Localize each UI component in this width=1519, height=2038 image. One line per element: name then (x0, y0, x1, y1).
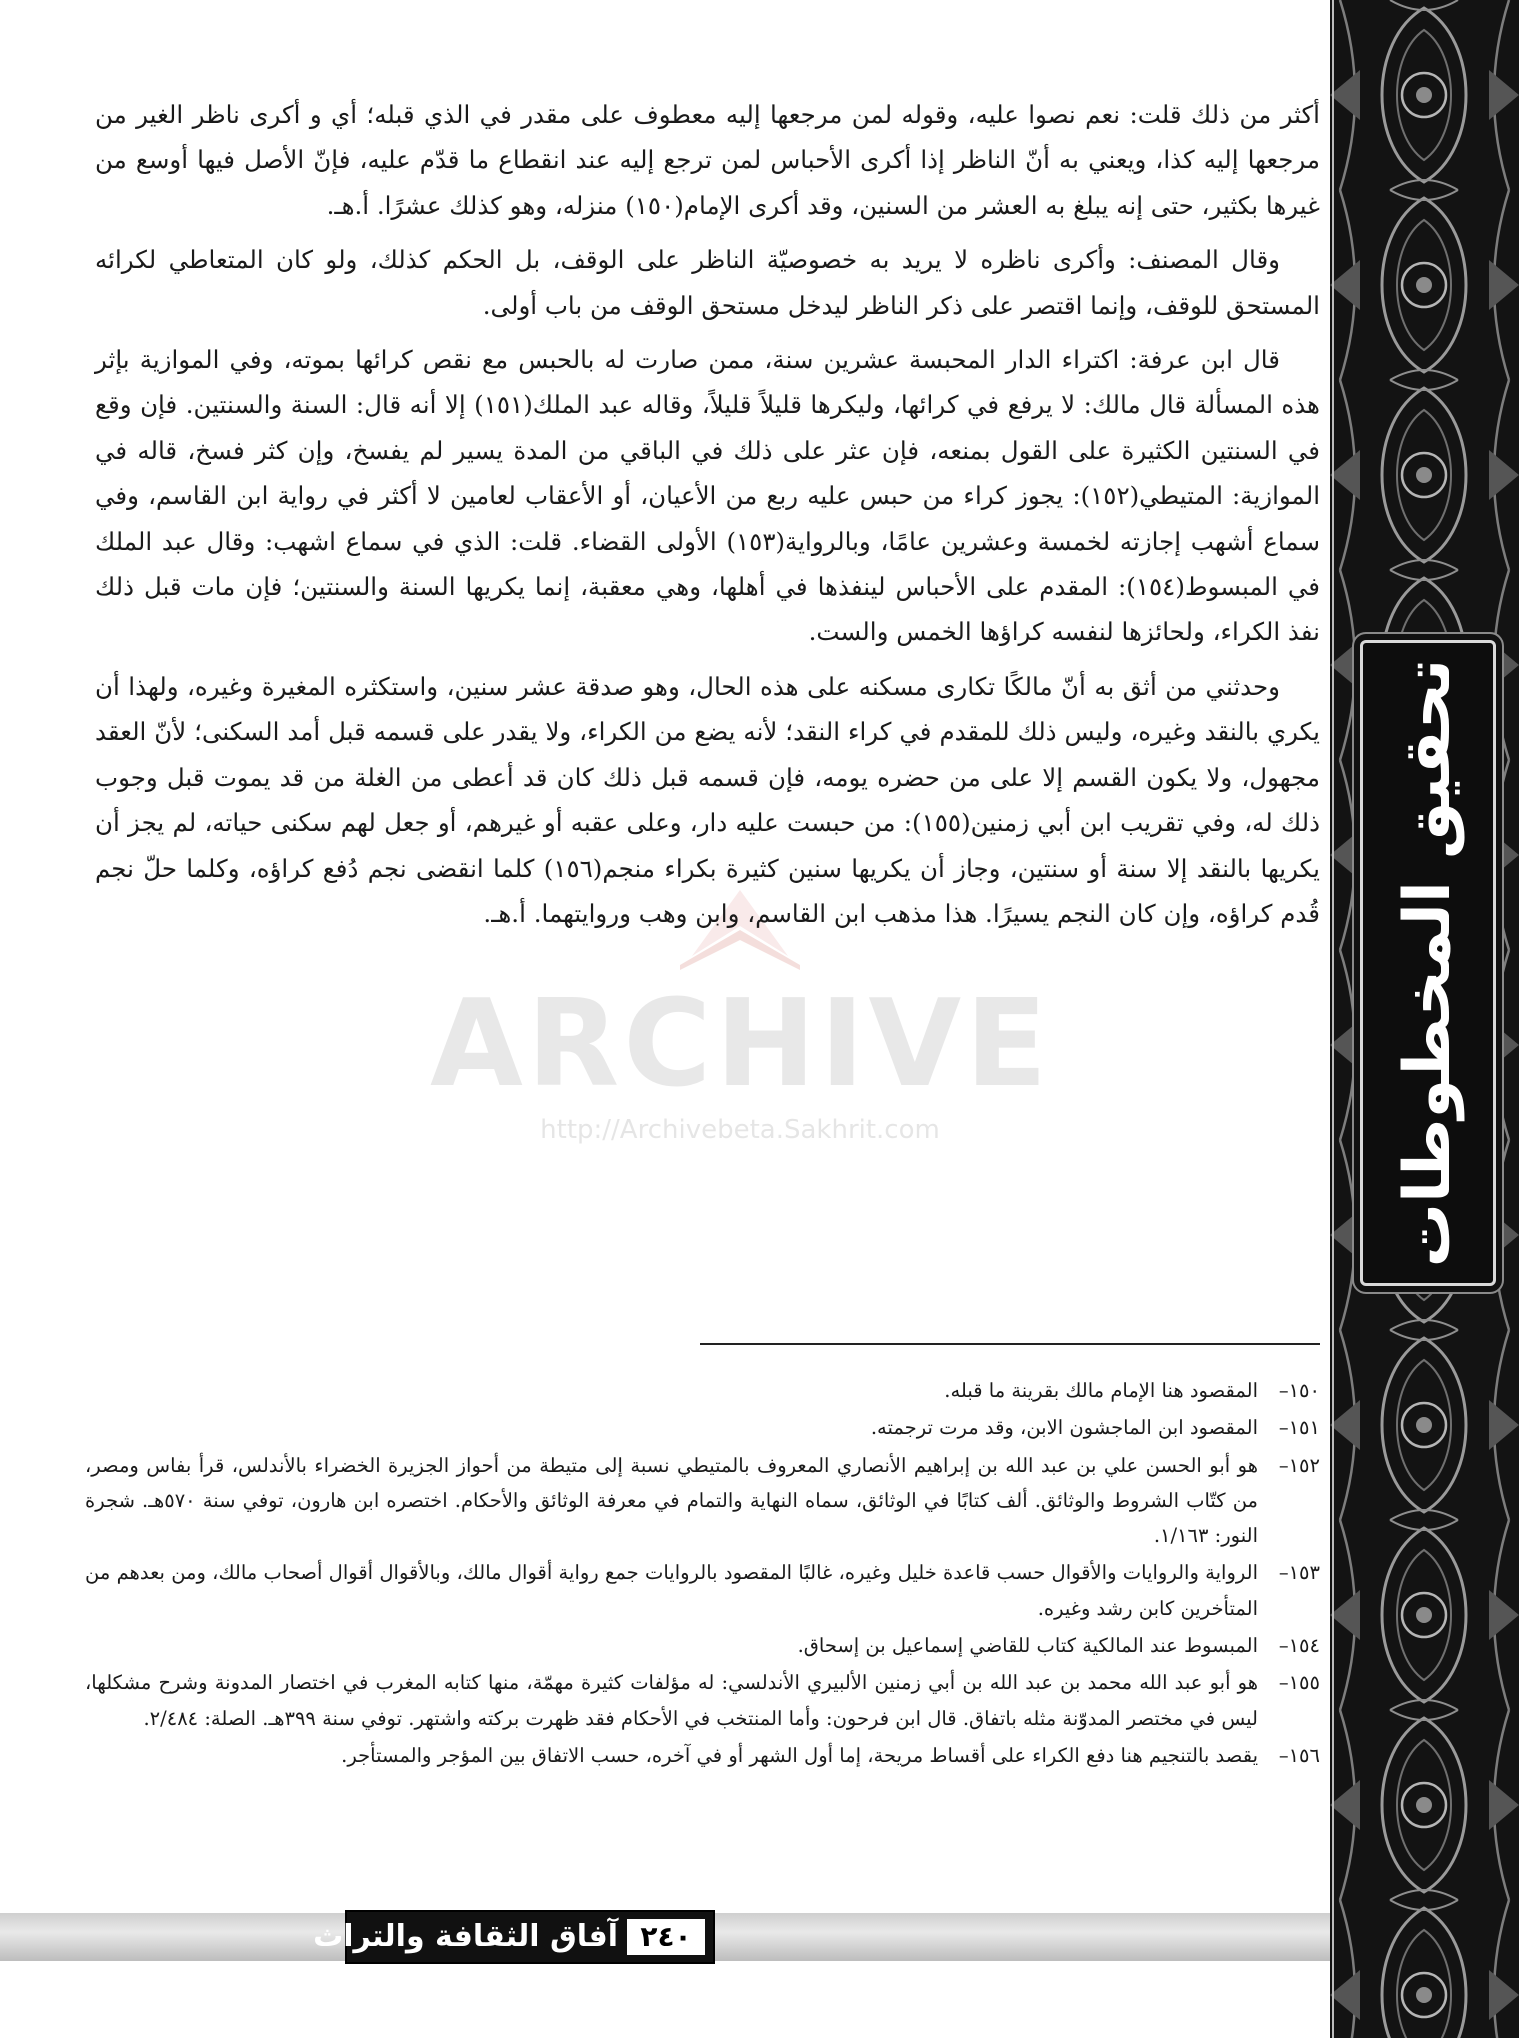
paragraph: وحدثني من أثق به أنّ مالكًا تكارى مسكنه على هذه الحال، وهو صدقة عشر سنين، واستكثره المغيرة وغيره، ولهذا أن يكري بالنقد وغيره، وليس ذلك للمقدم في كراء النقد؛ لأنه يضع من الكراء، ولا يقدر على قسمه قبل أمد السكنى؛ لأنّ العقد مجهول، ولا يكون القسم إلا على من حضره يومه، فإن قسمه قبل ذلك كان قد أعطى من الغلة من قد يموت قبل وجوب ذلك له، وفي تقريب ابن أبي زمنين(١٥٥): من حبست عليه دار، وعلى عقبه أو غيرهم، أو جعل لهم سكنى حياته، لم يجز أن يكريها بالنقد إلا سنة أو سنتين، وجاز أن يكريها سنين كثيرة بكراء منجم(١٥٦) كلما انقضى نجم دُفع كراؤه، وكلما حلّ نجم قُدم كراؤه، وإن كان النجم يسيرًا. هذا مذهب ابن القاسم، وابن وهب وروايتهما. أ.هـ. (95, 671, 1320, 928)
footnote (85, 1738, 1320, 1773)
footnote-number: ١٥١– (1278, 1416, 1320, 1440)
footnote-number: ١٥٣– (1278, 1561, 1320, 1585)
watermark-text: ARCHIVE (430, 975, 1052, 1114)
page-number: ٢٤٠ (627, 1919, 705, 1955)
footnote (85, 1410, 1320, 1445)
footnote-text: المقصود هنا الإمام مالك بقرينة ما قبله. (944, 1379, 1258, 1402)
footnotes (85, 1373, 1320, 1775)
footnote-text: المبسوط عند المالكية كتاب للقاضي إسماعيل بن إسحاق. (797, 1634, 1258, 1658)
footnote-number: ١٥٥– (1278, 1671, 1320, 1695)
footnote (85, 1665, 1320, 1736)
footnote-divider (700, 1343, 1320, 1345)
footnote-text: الرواية والروايات والأقوال حسب قاعدة خليل وغيره، غالبًا المقصود بالروايات جمع رواية أقوال مالك، وبالأقوال أقوال أصحاب مالك، ومن بعدهم من المتأخرين كابن رشد وغيره. (85, 1561, 1258, 1620)
section-label: تحقيق المخطوطات (1391, 658, 1465, 1268)
paragraph: قال ابن عرفة: اكتراء الدار المحبسة عشرين سنة، ممن صارت له بالحبس مع نقص كرائها بموته، وفي الموازية بإثر هذه المسألة قال مالك: لا يرفع في كرائها، وليكرها قليلاً قليلاً، وقاله عبد الملك(١٥١) إلا أنه قال: السنة والسنتين. فإن وقع في السنتين الكثيرة على القول بمنعه، فإن عثر على ذلك في الباقي من المدة يسير لم يفسخ، وإن كثر فسخ، قاله في الموازية: المتيطي(١٥٢): يجوز كراء من حبس عليه ربع من الأعيان، أو الأعقاب لعامين لا أكثر في رواية ابن القاسم، وفي سماع أشهب إجازته لخمسة وعشرين عامًا، وبالرواية(١٥٣) الأولى القضاء. قلت: الذي في سماع اشهب: وقال عبد الملك في المبسوط(١٥٤): المقدم على الأحباس لينفذها في أهلها، وهي معقبة، إنما يكريها السنة والسنتين؛ فإن مات قبل ذلك نفذ الكراء، ولحائزها لنفسه كراؤها الخمس والست. (95, 345, 1320, 647)
footnote-number: ١٥٤– (1278, 1634, 1320, 1658)
footnote (85, 1555, 1320, 1626)
footnote-number: ١٥٦– (1278, 1743, 1320, 1767)
footnote (85, 1373, 1320, 1408)
journal-title: آفاق الثقافة والتراث (313, 1919, 618, 1954)
paragraph: وقال المصنف: وأكرى ناظره لا يريد به خصوصيّة الناظر على الوقف، بل الحكم كذلك، ولو كان المتعاطي لكرائه المستحق للوقف، وإنما اقتصر على ذكر الناظر ليدخل مستحق الوقف من باب أولى. (95, 245, 1320, 320)
paragraph: أكثر من ذلك قلت: نعم نصوا عليه، وقوله لمن مرجعها إليه معطوف على مقدر في الذي قبله؛ أي و أكرى ناظر الغير من مرجعها إليه كذا، ويعني به أنّ الناظر إذا أكرى الأحباس لمن ترجع إليه عند انقطاع ما قدّم عليه، فإنّ الأصل فيها أوسع من غيرها بكثير، حتى إنه يبلغ به العشر من السنين، وقد أكرى الإمام(١٥٠) منزله، وهو كذلك عشرًا. أ.هـ. (95, 100, 1320, 220)
footnote-number: ١٥٠– (1278, 1379, 1320, 1402)
footer (313, 1910, 715, 1964)
footnote-text: هو أبو عبد الله محمد بن عبد الله بن أبي زمنين الألبيري الأندلسي: له مؤلفات كثيرة مهمّة، منها كتابه المغرب في اختصار المدونة وشرح مشكلها، ليس في مختصر المدوّنة مثله باتفاق. قال ابن فرحون: وأما المنتخب في الأحكام فقد ظهرت بركته واشتهر. توفي سنة ٣٩٩هـ. الصلة: ٢/٤٨٤. (85, 1671, 1258, 1730)
footnote (85, 1628, 1320, 1663)
footnote-text: هو أبو الحسن علي بن عبد الله بن إبراهيم الأنصاري المعروف بالمتيطي نسبة إلى متيطة من أحواز الجزيرة الخضراء بالأندلس، قرأ بفاس ومصر، من كتّاب الشروط والوثائق. ألف كتابًا في الوثائق، سماه النهاية والتمام في معرفة الوثائق والأحكام. اختصره ابن هارون، توفي سنة ٥٧٠هـ. شجرة النور: ١/١٦٣. (85, 1453, 1258, 1548)
section-label-panel (1360, 640, 1496, 1286)
footnote-text: المقصود ابن الماجشون الابن، وقد مرت ترجمته. (870, 1416, 1258, 1440)
footnote (85, 1448, 1320, 1554)
article-body (95, 92, 1320, 945)
watermark-url: http://Archivebeta.Sakhrit.com (540, 1115, 940, 1145)
footnote-text: يقصد بالتنجيم هنا دفع الكراء على أقساط مريحة، إما أول الشهر أو في آخره، حسب الاتفاق بين المؤجر والمستأجر. (341, 1743, 1258, 1767)
footnote-number: ١٥٢– (1278, 1453, 1320, 1477)
